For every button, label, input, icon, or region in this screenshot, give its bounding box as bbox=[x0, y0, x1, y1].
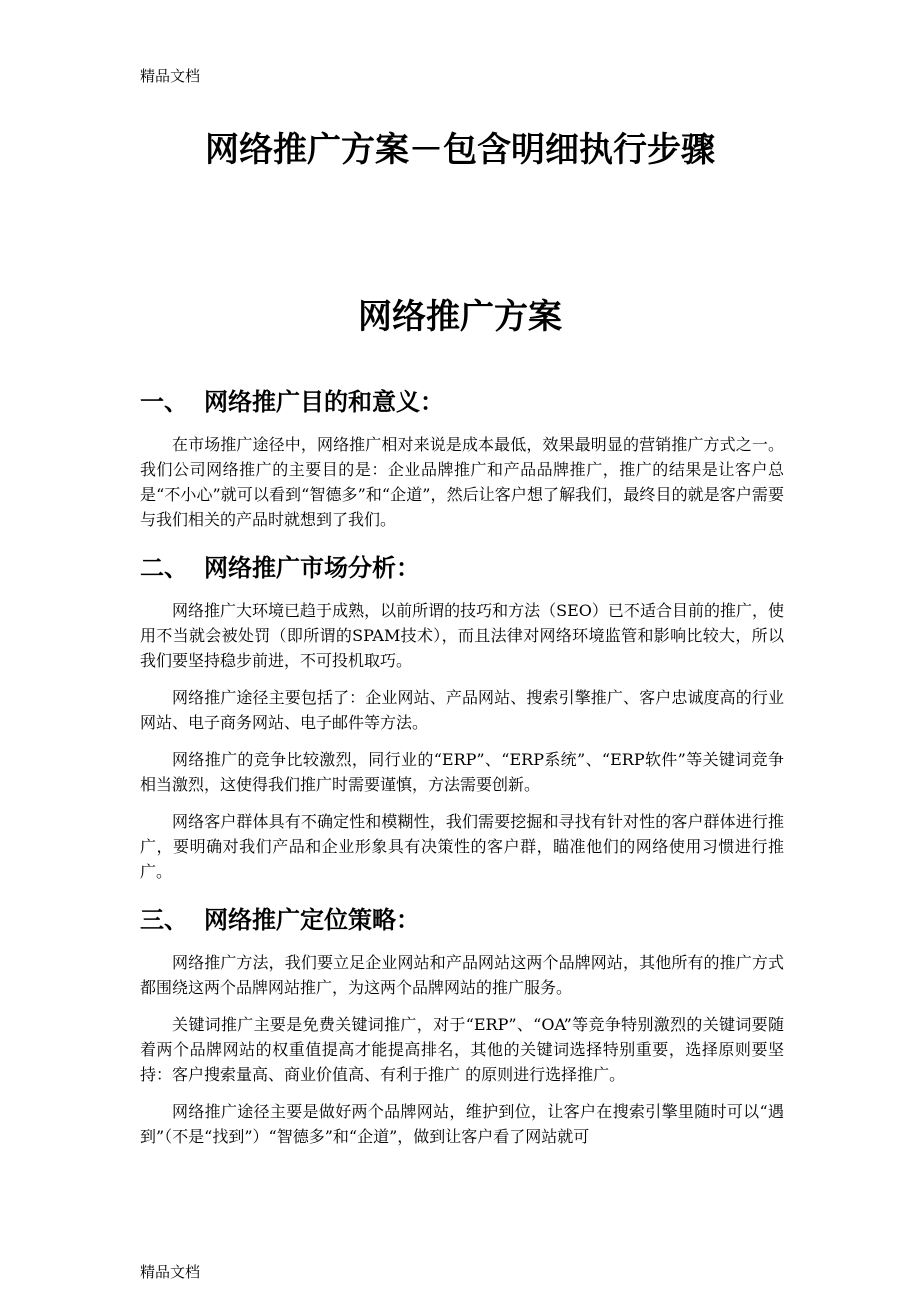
paragraph: 在市场推广途径中，网络推广相对来说是成本最低，效果最明显的营销推广方式之一。我们公司网络推广的主要目的是：企业品牌推广和产品品牌推广，推广的结果是让客户总是“不小心”就可以看到“智德多”和“企道”，然后让客户想了解我们，最终目的就是客户需要与我们相关的产品时就想到了我们。 bbox=[140, 435, 784, 529]
section-number: 二、 bbox=[140, 553, 188, 582]
section-title: 网络推广市场分析： bbox=[204, 553, 420, 582]
section-number: 一、 bbox=[140, 387, 188, 416]
section-heading-1 bbox=[140, 382, 784, 422]
paragraph: 网络推广途径主要包括了：企业网站、产品网站、搜索引擎推广、客户忠诚度高的行业网站、电子商务网站、电子邮件等方法。 bbox=[140, 688, 784, 732]
section-title: 网络推广目的和意义： bbox=[204, 387, 444, 416]
paragraph: 关键词推广主要是免费关键词推广，对于“ERP”、“OA”等竞争特别激烈的关键词要随着两个品牌网站的权重值提高才能提高排名，其他的关键词选择特别重要，选择原则要坚持：客户搜索量高、商业价值高、有利于推广 的原则进行选择推广。 bbox=[140, 1015, 784, 1084]
paragraph: 网络推广大环境已趋于成熟，以前所谓的技巧和方法（SEO）已不适合目前的推广，使用不当就会被处罚（即所谓的SPAM技术），而且法律对网络环境监管和影响比较大，所以我们要坚持稳步前进，不可投机取巧。 bbox=[140, 601, 784, 670]
plan-title: 网络推广方案 bbox=[358, 297, 562, 337]
paragraph: 网络推广的竞争比较激烈，同行业的“ERP”、“ERP系统”、“ERP软件”等关键词竞争相当激烈，这使得我们推广时需要谨慎，方法需要创新。 bbox=[140, 750, 784, 794]
section-heading-3 bbox=[140, 900, 784, 940]
page-footer-label: 精品文档 bbox=[140, 1263, 201, 1281]
document-body bbox=[140, 382, 784, 1149]
paragraph: 网络推广方法，我们要立足企业网站和产品网站这两个品牌网站，其他所有的推广方式都围绕这两个品牌网站推广，为这两个品牌网站的推广服务。 bbox=[140, 953, 784, 997]
section-heading-2 bbox=[140, 548, 784, 588]
paragraph: 网络推广途径主要是做好两个品牌网站，维护到位，让客户在搜索引擎里随时可以“遇到”（不是“找到”）“智德多”和“企道”，做到让客户看了网站就可 bbox=[140, 1102, 784, 1146]
document-title: 网络推广方案－包含明细执行步骤 bbox=[205, 130, 715, 170]
section-title: 网络推广定位策略： bbox=[204, 905, 420, 934]
section-number: 三、 bbox=[140, 905, 188, 934]
page-header-label: 精品文档 bbox=[140, 67, 201, 85]
paragraph: 网络客户群体具有不确定性和模糊性，我们需要挖掘和寻找有针对性的客户群体进行推广，要明确对我们产品和企业形象具有决策性的客户群，瞄准他们的网络使用习惯进行推广。 bbox=[140, 812, 784, 881]
